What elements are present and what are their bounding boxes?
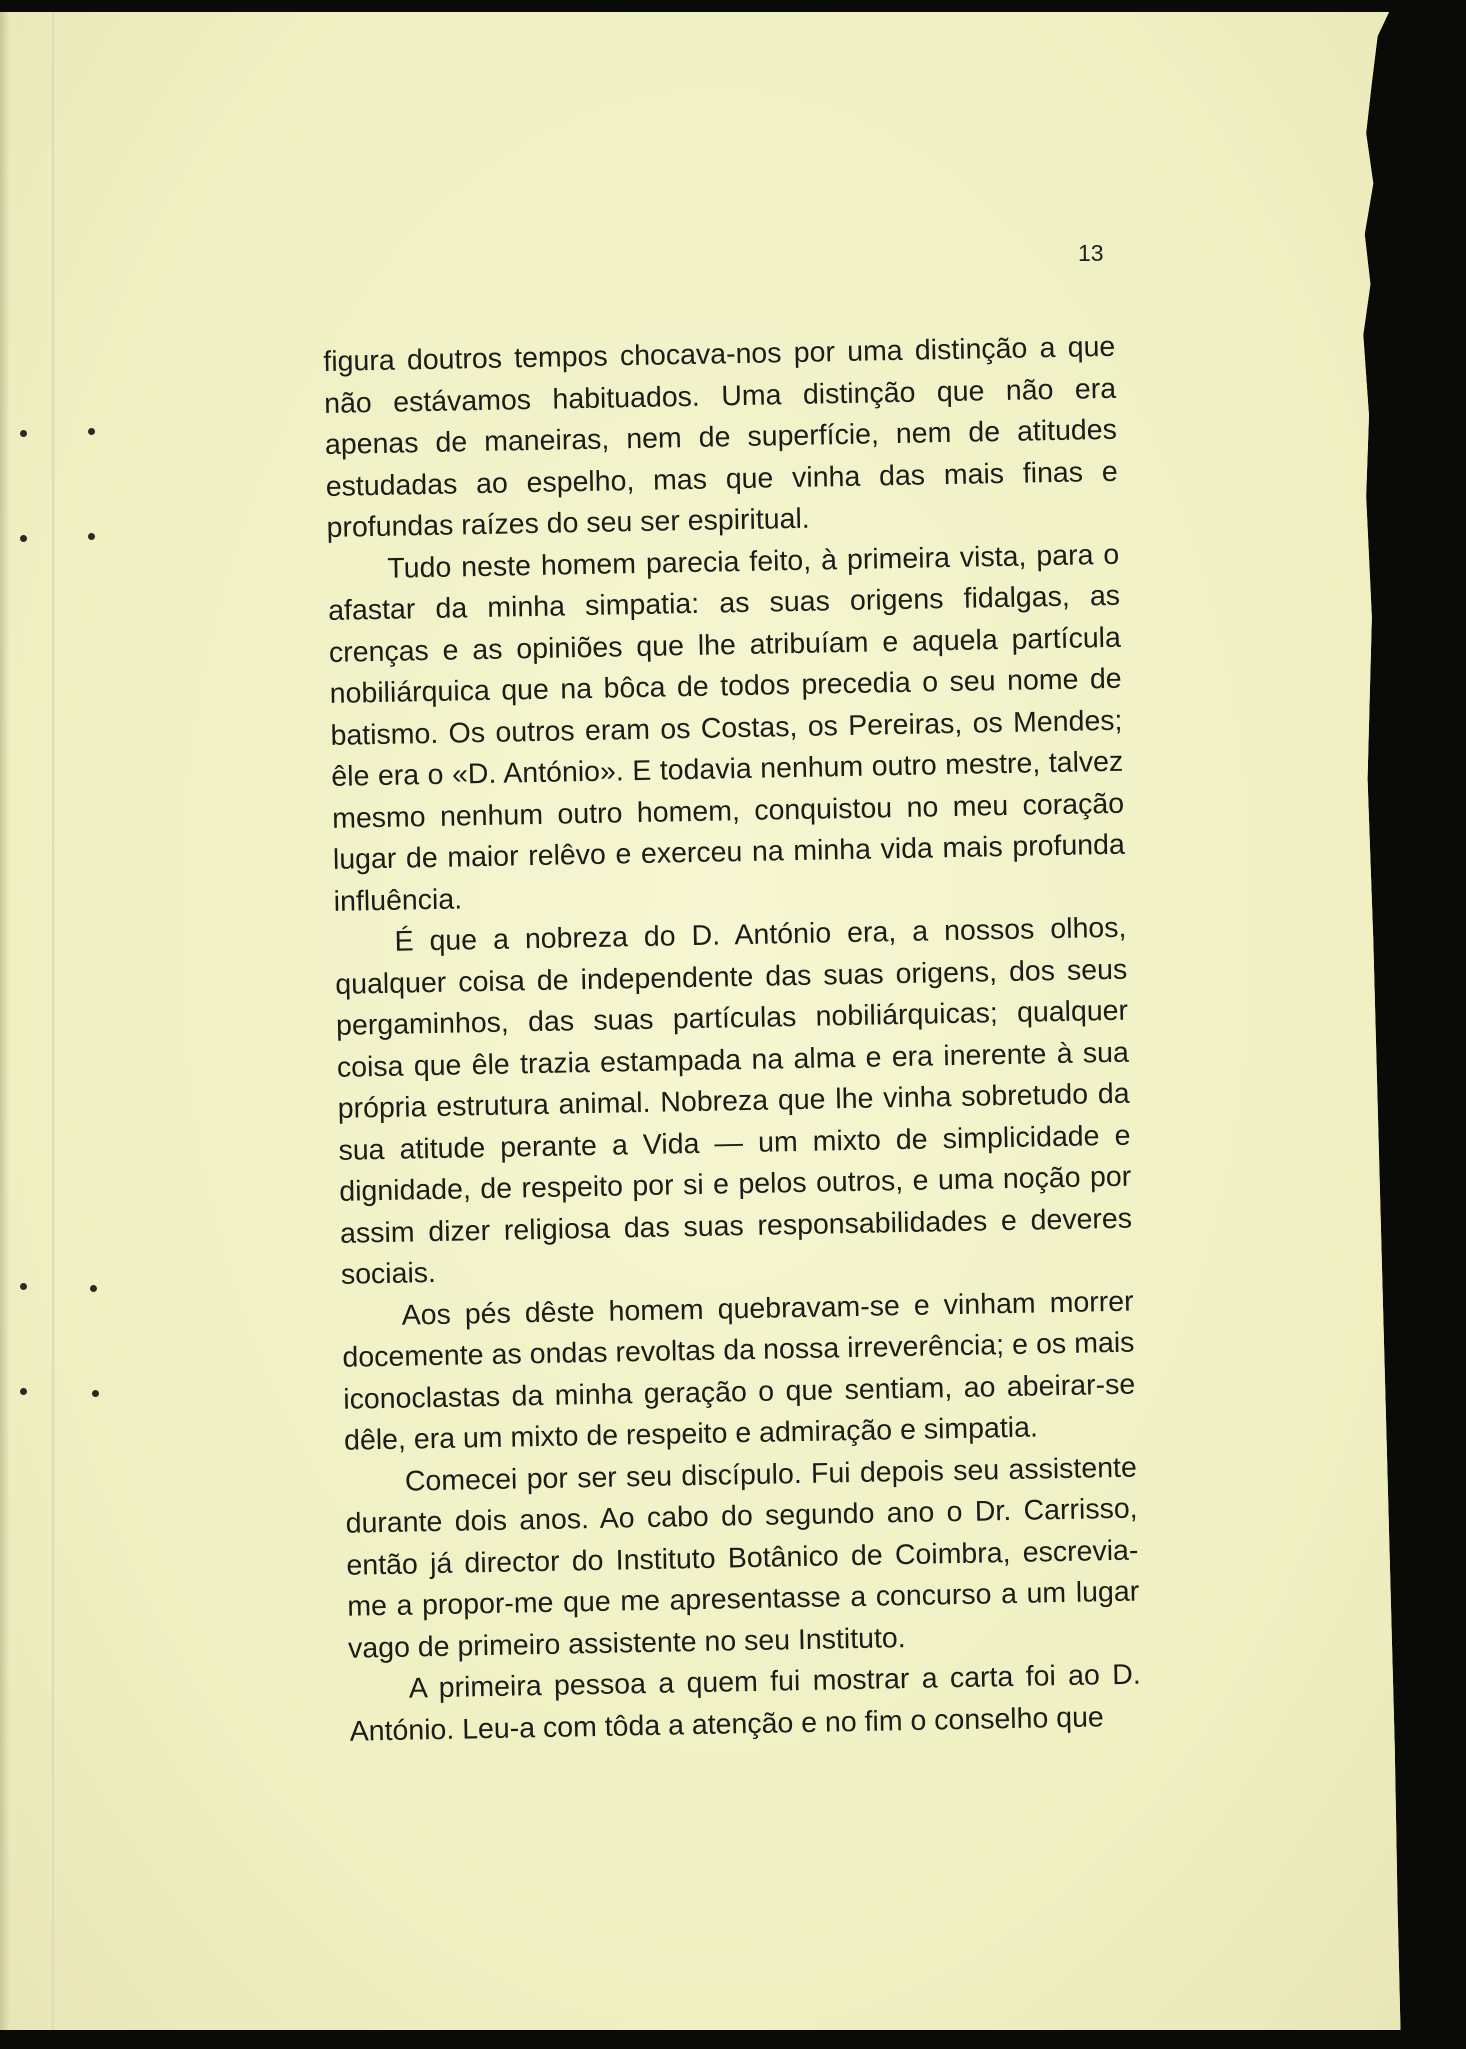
binding-hole-dot bbox=[92, 1390, 99, 1397]
binding-hole-dot bbox=[90, 1285, 97, 1292]
gutter-fold-line bbox=[52, 12, 55, 2030]
paragraph: A primeira pessoa a quem fui mostrar a carta foi ao D. António. Leu-a com tôda a atenção e no fim o conselho que bbox=[349, 1658, 1142, 1748]
binding-hole-dot bbox=[20, 1283, 27, 1290]
body-text bbox=[323, 327, 1142, 1753]
page-number: 13 bbox=[1078, 240, 1104, 266]
paragraph: Comecei por ser seu discípulo. Fui depois seu assistente durante dois anos. Ao cabo do segundo ano o Dr. Carrisso, então já director do Instituto Botânico de Coimbra, escrevia-me a propor-me que me apresentasse a concurso a um lugar vago de primeiro assistente no seu Instituto. bbox=[345, 1451, 1140, 1665]
binding-hole-dot bbox=[88, 428, 95, 435]
binding-hole-dot bbox=[88, 533, 95, 540]
paragraph: Tudo neste homem parecia feito, à primeira vista, para o afastar da minha simpatia: as suas origens fidalgas, as crenças e as opiniões que lhe atribuíam e aquela partícula nobiliárquica que na bôca de todos precedia o seu nome de batismo. Os outros eram os Costas, os Pereiras, os Mendes; êle era o «D. António». E todavia nenhum outro mestre, talvez mesmo nenhum outro homem, conquistou no meu coração lugar de maior relêvo e exerceu na minha vida mais profunda influência. bbox=[327, 538, 1126, 918]
paragraph: Aos pés dêste homem quebravam-se e vinham morrer docemente as ondas revoltas da nossa irreverência; e os mais iconoclastas da minha geração o que sentiam, ao abeirar-se dêle, era um mixto de respeito e admiração e simpatia. bbox=[342, 1285, 1136, 1457]
binding-hole-dot bbox=[20, 1388, 27, 1395]
binding-edge-shadow bbox=[0, 12, 10, 2030]
paragraph: É que a nobreza do D. António era, a nossos olhos, qualquer coisa de independente das suas origens, dos seus pergaminhos, das suas partículas nobiliárquicas; qualquer coisa que êle trazia estampada na alma e era inerente à sua própria estrutura animal. Nobreza que lhe vinha sobretudo da sua atitude perante a Vida — um mixto de simplicidade e dignidade, de respeito por si e pelos outros, e uma noção por assim dizer religiosa das suas responsabilidades e deveres sociais. bbox=[335, 911, 1133, 1291]
binding-hole-dot bbox=[20, 535, 27, 542]
binding-hole-dot bbox=[20, 430, 27, 437]
paragraph: figura doutros tempos chocava-nos por uma distinção a que não estávamos habituados. Uma distinção que não era apenas de maneiras, nem de superfície, nem de atitudes estudadas ao espelho, mas que vinha das mais finas e profundas raízes do seu ser espiritual. bbox=[323, 330, 1118, 544]
